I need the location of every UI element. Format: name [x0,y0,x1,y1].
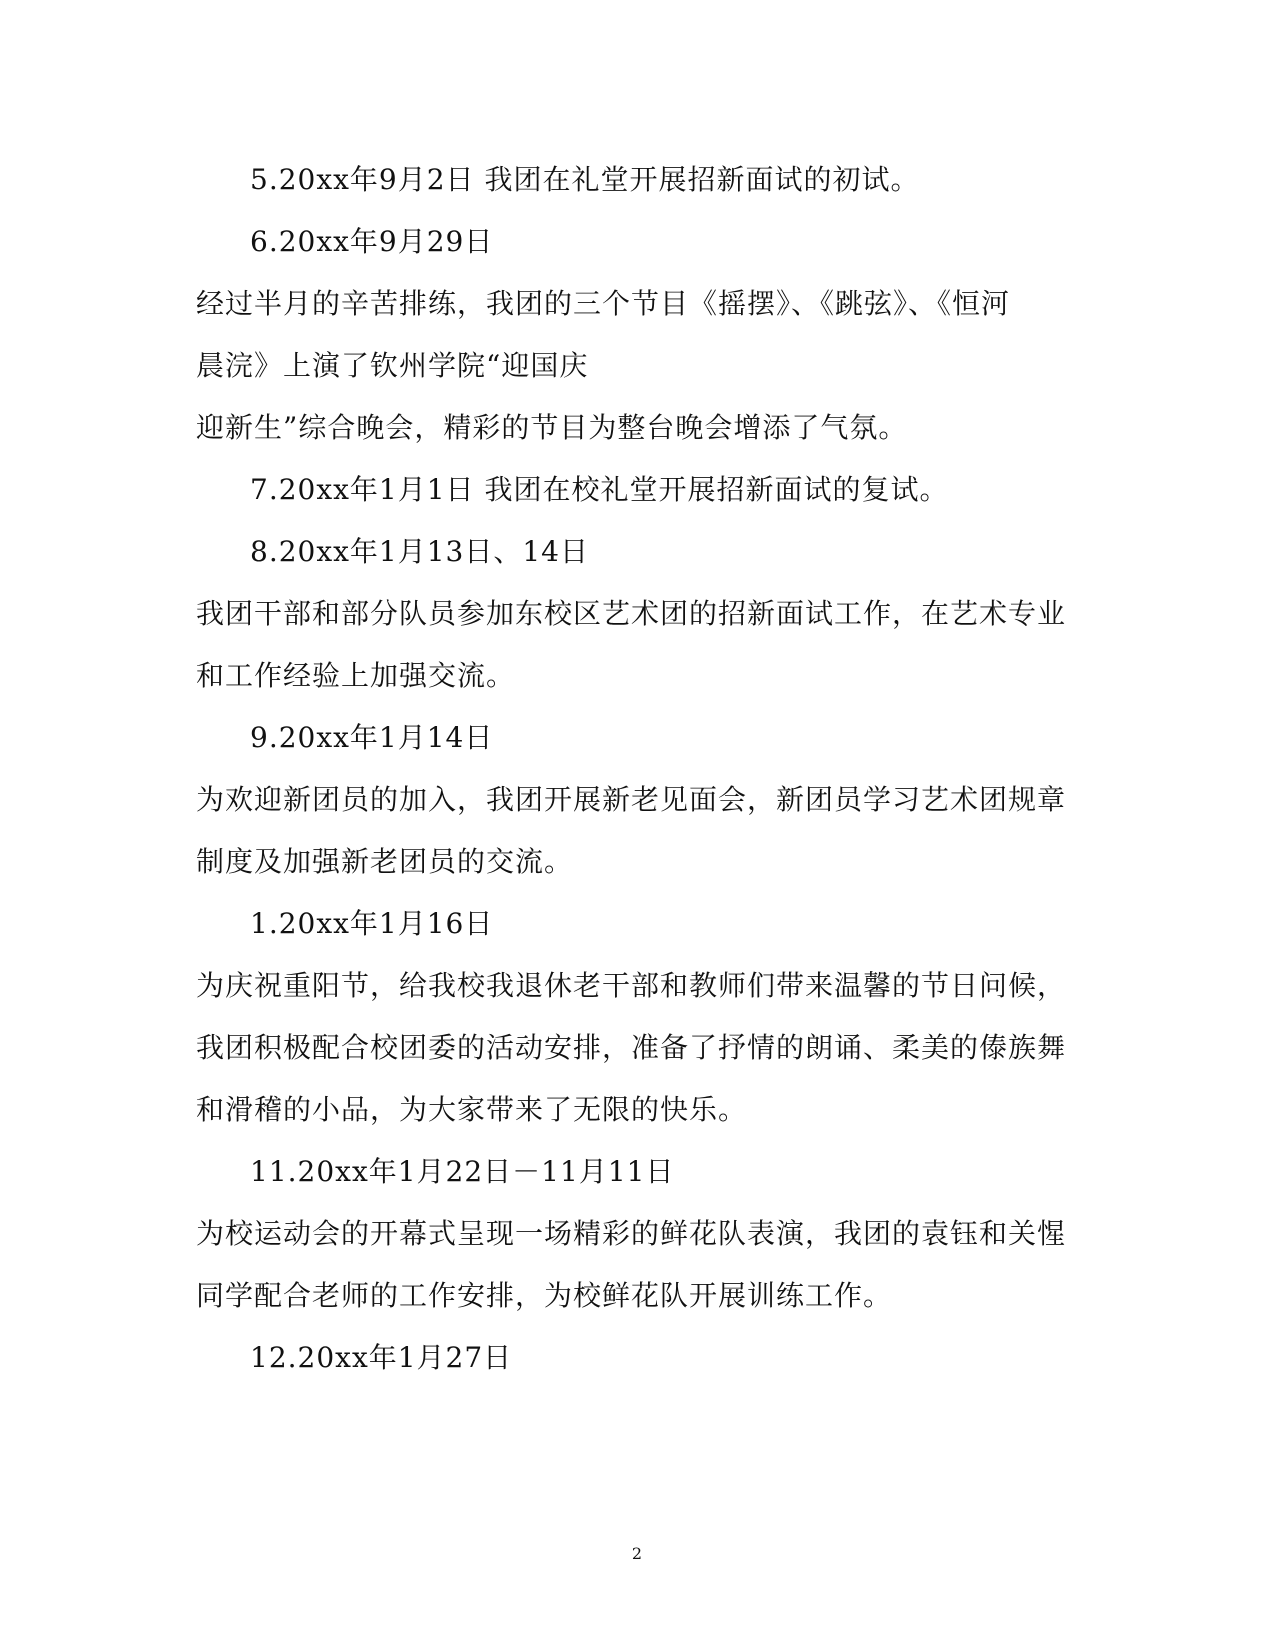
text-line-item-8-date: 8.20xx年1月13日、14日 [250,535,589,568]
text-line-paragraph: 和滑稽的小品，为大家带来了无限的快乐。 [196,1093,748,1126]
text-line-paragraph: 迎新生”综合晚会，精彩的节目为整台晚会增添了气氛。 [196,411,908,444]
text-line-paragraph: 我团积极配合校团委的活动安排，准备了抒情的朗诵、柔美的傣族舞 [196,1031,1067,1064]
text-line-item-1-date: 1.20xx年1月16日 [250,907,494,940]
text-line-item-11-date: 11.20xx年1月22日－11月11日 [250,1155,675,1188]
text-line-paragraph: 为欢迎新团员的加入，我团开展新老见面会，新团员学习艺术团规章 [196,783,1067,816]
text-line-item-6-date: 6.20xx年9月29日 [250,225,494,258]
text-line-item-7: 7.20xx年1月1日 我团在校礼堂开展招新面试的复试。 [250,473,949,506]
page-number: 2 [631,1544,643,1563]
text-line-item-9-date: 9.20xx年1月14日 [250,721,494,754]
text-line-paragraph: 为庆祝重阳节，给我校我退休老干部和教师们带来温馨的节日问候， [196,969,1067,1002]
text-line-item-5: 5.20xx年9月2日 我团在礼堂开展招新面试的初试。 [250,163,920,196]
text-line-paragraph: 我团干部和部分队员参加东校区艺术团的招新面试工作，在艺术专业 [196,597,1067,630]
text-line-paragraph: 经过半月的辛苦排练，我团的三个节目《摇摆》、《跳弦》、《恒河 [196,287,1011,320]
text-line-paragraph: 制度及加强新老团员的交流。 [196,845,574,878]
text-line-paragraph: 同学配合老师的工作安排，为校鲜花队开展训练工作。 [196,1279,893,1312]
text-line-paragraph: 和工作经验上加强交流。 [196,659,516,692]
text-line-paragraph: 晨浣》上演了钦州学院“迎国庆 [196,349,589,382]
text-line-paragraph: 为校运动会的开幕式呈现一场精彩的鲜花队表演，我团的袁钰和关惺 [196,1217,1067,1250]
text-line-item-12-date: 12.20xx年1月27日 [250,1341,513,1374]
